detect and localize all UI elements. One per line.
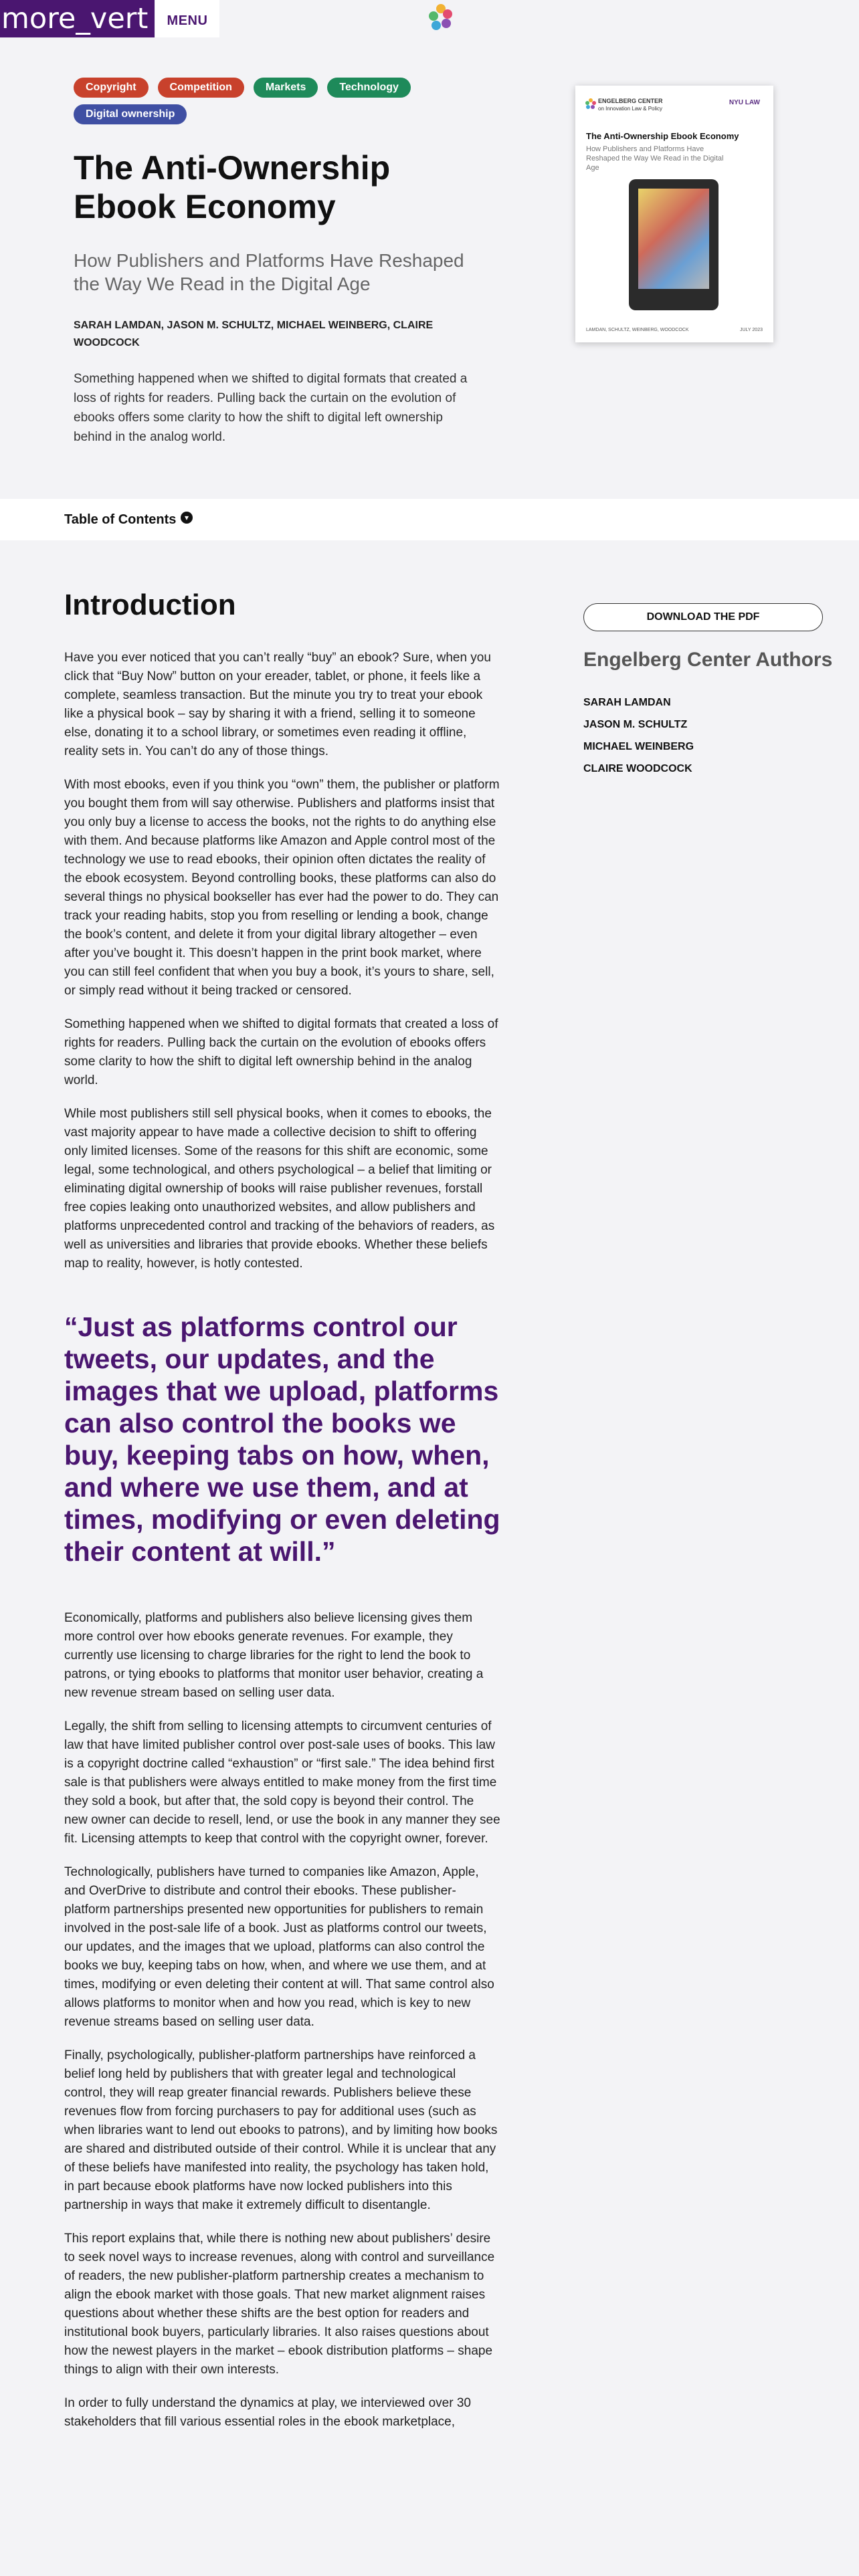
chevron-down-icon[interactable]: ▾: [181, 512, 193, 524]
paragraph: In order to fully understand the dynamics at play, we interviewed over 30 stakeholders that fill various essential roles in the ebook marketplace,: [64, 2396, 471, 2429]
download-pdf-button[interactable]: DOWNLOAD THE PDF: [583, 603, 823, 631]
tag-competition[interactable]: Competition: [158, 78, 244, 98]
paragraph: Finally, psychologically, publisher-platform partnerships have reinforced a belief long held by publishers that with greater legal and technological control, they will reap greater financial rewards. Publishers believe these revenues flow from forcing purchasers to pay for additional uses (such as when libraries want to lend out ebooks to patrons), and by limiting how books are shared and distributed outside of their control. While it is unclear that any of these beliefs have manifested into reality, the psychology has taken hold, in part because ebook platforms have now locked publishers into this partnership in ways that make it extremely difficult to disentangle.: [64, 2048, 498, 2212]
tag-copyright[interactable]: Copyright: [74, 78, 149, 98]
cover-org: ENGELBERG CENTER on Innovation Law & Policy: [598, 98, 663, 112]
top-bar: [0, 0, 859, 41]
cover-title: The Anti-Ownership Ebook Economy: [586, 131, 739, 141]
authors-heading: Engelberg Center Authors: [583, 649, 833, 671]
cover-nyu-logo: NYU LAW: [729, 99, 760, 106]
paragraph: With most ebooks, even if you think you “own” them, the publisher or platform you bought them from will say otherwise. Publishers and platforms insist that you only buy a license to access the books, not the rights to do anything else with them. And because platforms like Amazon and Apple control most of the technology we use to read ebooks, their opinion often dictates the reality of the ebook ecosystem. Beyond controlling books, these platforms can also do several things no physical bookseller has ever had the power to do. They can track your reading habits, stop you from reselling or lending a book, change the book’s content, and delete it from your digital library altogether – even after you’ve bought it. This doesn’t happen in the print book market, where you can still feel confident that when you buy a book, it’s yours to share, sell, or simply read without it being tracked or censored.: [64, 778, 500, 998]
section-heading: Introduction: [64, 588, 236, 621]
cover-authors: LAMDAN, SCHULTZ, WEINBERG, WOODCOCK: [586, 328, 689, 332]
author-link[interactable]: MICHAEL WEINBERG: [583, 741, 694, 752]
page-title: The Anti-Ownership Ebook Economy: [74, 149, 391, 225]
author-list: [583, 691, 694, 780]
engelberg-logo-icon[interactable]: [427, 3, 455, 33]
article-body: [64, 649, 500, 2446]
cover-date: JULY 2023: [740, 328, 763, 332]
tag-technology[interactable]: Technology: [327, 78, 411, 98]
tag-markets[interactable]: Markets: [254, 78, 318, 98]
author-link[interactable]: SARAH LAMDAN: [583, 697, 671, 708]
table-of-contents-bar[interactable]: [0, 499, 859, 540]
paragraph: While most publishers still sell physical books, when it comes to ebooks, the vast majority appear to have made a collective decision to shift to offering only limited licenses. Some of the reasons for this shift are economic, some legal, some technological, and others psychological – a belief that limiting or eliminating digital ownership of books will raise publisher revenues, forstall free copies leaking onto unauthorized websites, and allow publishers and platforms unprecedented control and tracking of the behaviors of readers, as well as universities and libraries that provide ebooks. Whether these beliefs map to reality, however, is hotly contested.: [64, 1107, 495, 1271]
summary-text: Something happened when we shifted to digital formats that created a loss of rights for readers. Pulling back the curtain on the evolution of ebooks offers some clarity to how the shift to digital left ownership behind in the analog world.: [74, 372, 468, 444]
ereader-illustration: [629, 179, 719, 310]
cover-logo-icon: [585, 98, 597, 110]
tag-digital-ownership[interactable]: Digital ownership: [74, 104, 187, 124]
report-cover[interactable]: [575, 86, 773, 342]
author-link[interactable]: CLAIRE WOODCOCK: [583, 763, 692, 774]
tag-list: [74, 78, 448, 124]
author-byline: SARAH LAMDAN, JASON M. SCHULTZ, MICHAEL WEINBERG, CLAIRE WOODCOCK: [74, 320, 434, 348]
page-subtitle: How Publishers and Platforms Have Reshaped the Way We Read in the Digital Age: [74, 250, 464, 294]
menu-button[interactable]: MENU: [155, 0, 219, 37]
author-link[interactable]: JASON M. SCHULTZ: [583, 719, 688, 730]
paragraph: This report explains that, while there is nothing new about publishers’ desire to seek novel ways to increase revenues, along with control and surveillance of readers, the new publisher-platform partnership creates a mechanism to align the ebook market with those goals. That new market alignment raises questions about whether these shifts are the best option for readers and institutional book buyers, particularly libraries. It also raises questions about how the newest players in the market – ebook distribution platforms – shape things to align with their own interests.: [64, 2232, 495, 2377]
paragraph: Have you ever noticed that you can’t really “buy” an ebook? Sure, when you click that “Buy Now” button on your ereader, tablet, or phone, it feels like a complete, seamless transaction. But the minute you try to treat your ebook like a physical book – say by sharing it with a friend, selling it to someone else, donating it to a school library, or sometimes even reading it offline, reality sets in. You can’t do any of those things.: [64, 651, 491, 758]
toc-label[interactable]: Table of Contents: [64, 512, 177, 527]
pull-quote: “Just as platforms control our tweets, our updates, and the images that we upload, platforms can also control the books we buy, keeping tabs on how, when, and where we use them, and at times, modifying or even deleting their content at will.”: [64, 1311, 500, 1567]
ereader-screen: [638, 189, 709, 289]
paragraph: Economically, platforms and publishers also believe licensing gives them more control over how ebooks generate revenues. For example, they currently use licensing to charge libraries for the right to lend the book to patrons, or tying ebooks to platforms that monitor user behavior, creating a new revenue stream based on selling user data.: [64, 1611, 484, 1700]
paragraph: Technologically, publishers have turned to companies like Amazon, Apple, and OverDrive to distribute and control their ebooks. These publisher-platform partnerships presented new opportunities for publishers to remain involved in the post-sale life of a book. Just as platforms control our tweets, our updates, and the images that we upload, platforms can also control the books we buy, keeping tabs on how, when, and where we use them, and at times, modifying or even deleting their content at will. That same control also allows platforms to monitor when and how you read, which is key to new revenue streams based on selling user data.: [64, 1865, 494, 2029]
more-vert-icon[interactable]: more_vert: [0, 0, 155, 37]
paragraph: Something happened when we shifted to digital formats that created a loss of rights for readers. Pulling back the curtain on the evolution of ebooks offers some clarity to how the shift to digital left ownership behind in the analog world.: [64, 1017, 498, 1087]
cover-subtitle: How Publishers and Platforms Have Reshaped the Way We Read in the Digital Age: [586, 145, 724, 172]
paragraph: Legally, the shift from selling to licensing attempts to circumvent centuries of law that have limited publisher control over post-sale uses of books. This law is a copyright doctrine called “exhaustion” or “first sale.” The idea behind first sale is that publishers were always entitled to make money from the first time they sold a book, but after that, the sold copy is beyond their control. The new owner can decide to resell, lend, or use the book in any manner they see fit. Licensing attempts to keep that control with the copyright owner, forever.: [64, 1719, 500, 1846]
